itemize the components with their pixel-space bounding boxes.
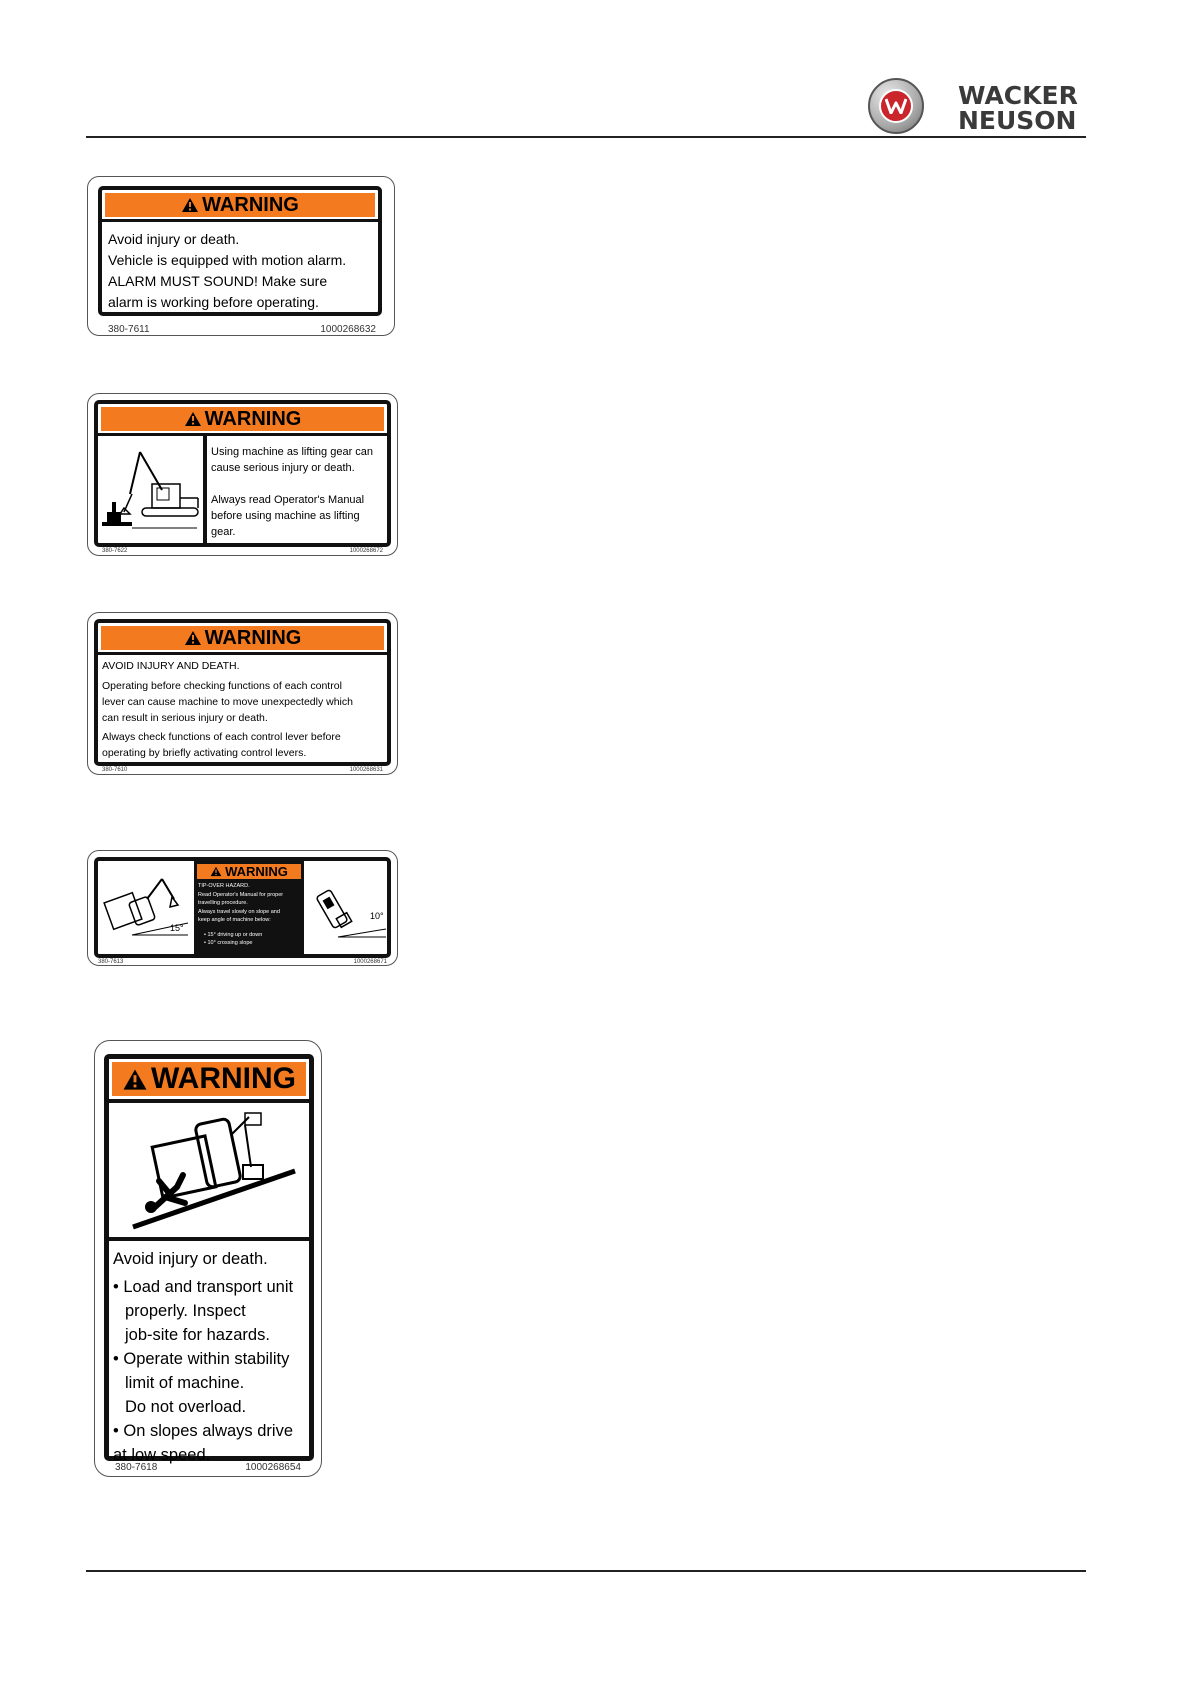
warning-banner-label: WARNING [151,1062,296,1095]
decal-line: keep angle of machine below: [198,917,271,923]
warning-triangle-icon [210,866,222,877]
decal-line: cause serious injury or death. [211,462,355,474]
decal-id-number: 1000268654 [245,1462,301,1473]
excavator-on-slope-icon [308,871,388,947]
machine-tipover-crush-icon [125,1111,297,1231]
decal-part-number: 380-7611 [108,324,150,335]
decal-line: Always read Operator's Manual [211,494,365,506]
excavator-tipping-icon [102,869,192,949]
brand-line-2: NEUSON [958,106,1077,135]
warning-banner-label: WARNING [204,407,302,430]
warning-triangle-icon [184,630,202,646]
decal-id-number: 1000268631 [349,767,383,773]
warning-decal-control-levers [87,612,398,775]
excavator-lifting-load-icon [102,442,200,532]
decal-part-number: 380-7622 [102,548,128,554]
tip-over-text-panel [194,861,304,954]
decal-line: Always check functions of each control lever before [102,731,341,743]
warning-decal-motion-alarm [87,176,395,336]
warning-banner [105,193,375,217]
decal-body [108,229,346,313]
decal-line: ALARM MUST SOUND! Make sure [108,273,328,289]
warning-banner [101,626,384,650]
decal-body [102,658,353,761]
decal-line: alarm is working before operating. [108,294,319,310]
decal-id-number: 1000268632 [320,324,376,335]
decal-line: operating by briefly activating control levers. [102,747,307,759]
decal-body: TIP-OVER HAZARD. Read Operator's Manual for proper travelling procedure. Always travel slowly on slope and keep angle of machine below: • 15° driving up or down • 10° crossing slope [198,883,284,946]
angle-label: 10° [370,911,384,921]
brand-line-1: WACKER [958,81,1078,110]
warning-decal-stability [94,1040,322,1477]
decal-line: Do not overload. [125,1398,247,1416]
angle-label: 15° [170,923,184,933]
decal-line: at low speed. [113,1446,211,1464]
decal-line: gear. [211,526,236,538]
w-letter-icon [885,98,907,114]
decal-part-number: 380-7618 [115,1462,158,1473]
warning-decal-lifting-gear [87,393,398,556]
decal-id-number: 1000268671 [353,959,387,965]
decal-line: TIP-OVER HAZARD. [198,883,250,889]
decal-line: Avoid injury or death. [113,1250,268,1268]
decal-line: Always travel slowly on slope and [198,908,280,915]
decal-line: Operating before checking functions of each control [102,680,342,692]
warning-banner [197,864,301,879]
decal-line: Read Operator's Manual for proper [198,891,284,898]
decal-line: lever can cause machine to move unexpectedly which [102,696,353,708]
decal-line: Using machine as lifting gear can [211,446,374,458]
decal-line: properly. Inspect [125,1302,246,1320]
warning-triangle-icon [184,411,202,427]
decal-bullet: 10° crossing slope [207,940,253,946]
decal-body [113,1247,293,1467]
decal-line: before using machine as lifting [211,510,360,522]
header-rule [86,136,1086,138]
warning-banner-label: WARNING [204,626,302,649]
decal-line: job-site for hazards. [125,1326,270,1344]
warning-triangle-icon [122,1068,148,1091]
decal-part-number: 380-7613 [98,959,124,965]
decal-part-number: 380-7610 [102,767,128,773]
decal-line: Avoid injury or death. [108,231,240,247]
decal-heading: AVOID INJURY AND DEATH. [102,660,240,672]
decal-bullet: 15° driving up or down [207,931,263,938]
warning-banner [112,1062,306,1096]
warning-triangle-icon [181,197,199,213]
decal-line: • Load and transport unit [113,1278,294,1296]
decal-line: • Operate within stability [113,1350,290,1368]
warning-banner-label: WARNING [225,864,288,879]
decal-line: can result in serious injury or death. [102,712,268,724]
warning-banner [101,407,384,431]
wacker-neuson-logo-icon [868,78,924,134]
warning-banner-label: WARNING [202,193,299,216]
footer-rule [86,1570,1086,1572]
decal-line: travelling procedure. [198,900,248,906]
decal-body [211,444,387,540]
warning-decal-tip-over [87,850,398,966]
decal-line: • On slopes always drive [113,1422,294,1440]
decal-line: limit of machine. [125,1374,245,1392]
decal-line: Vehicle is equipped with motion alarm. [108,252,347,268]
decal-id-number: 1000268672 [349,548,383,554]
brand-wordmark [958,83,1078,133]
